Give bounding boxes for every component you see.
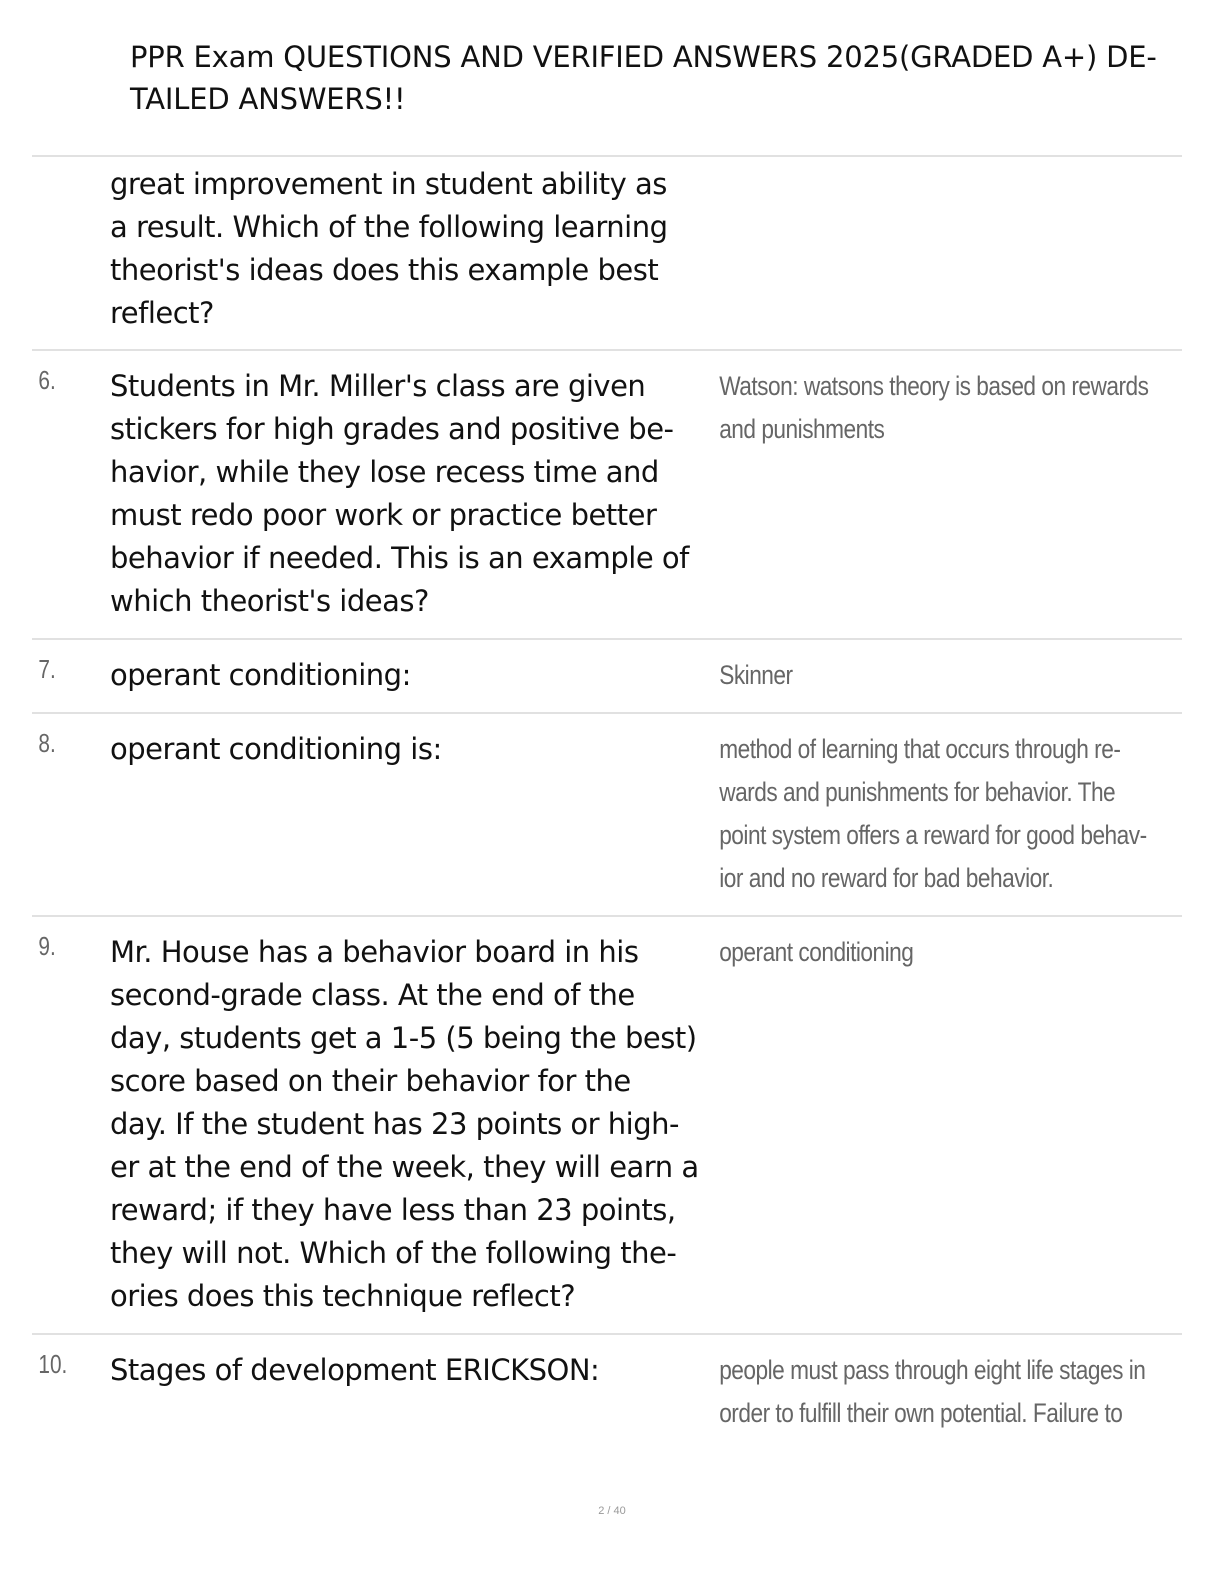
table-row (32, 915, 1182, 1333)
question-line: havior, while they lose recess time and (110, 455, 659, 489)
question-text (110, 931, 715, 1333)
answer-line: point system offers a reward for good behav- (719, 820, 1147, 850)
question-line: must redo poor work or practice better (110, 498, 657, 532)
question-line: a result. Which of the following learning (110, 210, 668, 244)
question-number: 8. (38, 728, 56, 758)
question-line: operant conditioning is: (110, 732, 442, 766)
question-text (110, 1349, 715, 1443)
document-title-line-2: TAILED ANSWERS!! (130, 82, 406, 116)
document-header (130, 36, 1190, 120)
answer-line: ior and no reward for bad behavior. (719, 863, 1054, 893)
answer-text (715, 931, 1156, 974)
answer-line: operant conditioning (719, 937, 914, 967)
question-number: 10. (38, 1349, 68, 1379)
answer-text (715, 1349, 1156, 1435)
document-title-line-1: PPR Exam QUESTIONS AND VERIFIED ANSWERS 2025(GRADED A+) DE- (130, 40, 1157, 74)
question-line: theorist's ideas does this example best (110, 253, 659, 287)
answer-text (715, 728, 1156, 900)
question-line: day, students get a 1-5 (5 being the best) (110, 1021, 697, 1055)
question-line: they will not. Which of the following the- (110, 1236, 677, 1270)
question-number: 7. (38, 654, 56, 684)
question-line: second-grade class. At the end of the (110, 978, 635, 1012)
question-line: which theorist's ideas? (110, 584, 429, 618)
question-number (32, 163, 94, 349)
answer-line: wards and punishments for behavior. The (719, 777, 1116, 807)
answer-line: method of learning that occurs through re- (719, 734, 1121, 764)
answer-text (715, 654, 1156, 697)
question-line: behavior if needed. This is an example of (110, 541, 689, 575)
table-row (32, 349, 1182, 638)
question-text (110, 654, 715, 712)
answer-text (715, 365, 1156, 451)
question-line: stickers for high grades and positive be- (110, 412, 674, 446)
table-row (32, 1333, 1182, 1443)
question-text (110, 728, 715, 915)
question-line: Mr. House has a behavior board in his (110, 935, 639, 969)
qa-table (32, 155, 1182, 1443)
question-number: 9. (38, 931, 56, 961)
question-text (110, 163, 715, 349)
question-line: er at the end of the week, they will earn a (110, 1150, 699, 1184)
answer-line: Skinner (719, 660, 793, 690)
question-line: reward; if they have less than 23 points, (110, 1193, 676, 1227)
question-text (110, 365, 715, 638)
answer-line: and punishments (719, 414, 885, 444)
answer-line: order to fulfill their own potential. Failure to (719, 1398, 1123, 1428)
table-row (32, 712, 1182, 915)
answer-line: people must pass through eight life stages in (719, 1355, 1146, 1385)
question-line: reflect? (110, 296, 214, 330)
question-line: score based on their behavior for the (110, 1064, 631, 1098)
table-row (32, 638, 1182, 712)
answer-line: Watson: watsons theory is based on rewards (719, 371, 1149, 401)
question-line: Stages of development ERICKSON: (110, 1353, 600, 1387)
question-line: day. If the student has 23 points or high- (110, 1107, 679, 1141)
question-line: ories does this technique reflect? (110, 1279, 576, 1313)
question-line: operant conditioning: (110, 658, 411, 692)
question-line: great improvement in student ability as (110, 167, 667, 201)
table-row (32, 155, 1182, 349)
question-line: Students in Mr. Miller's class are given (110, 369, 646, 403)
question-number: 6. (38, 365, 56, 395)
page-indicator: 2 / 40 (598, 1505, 626, 1517)
